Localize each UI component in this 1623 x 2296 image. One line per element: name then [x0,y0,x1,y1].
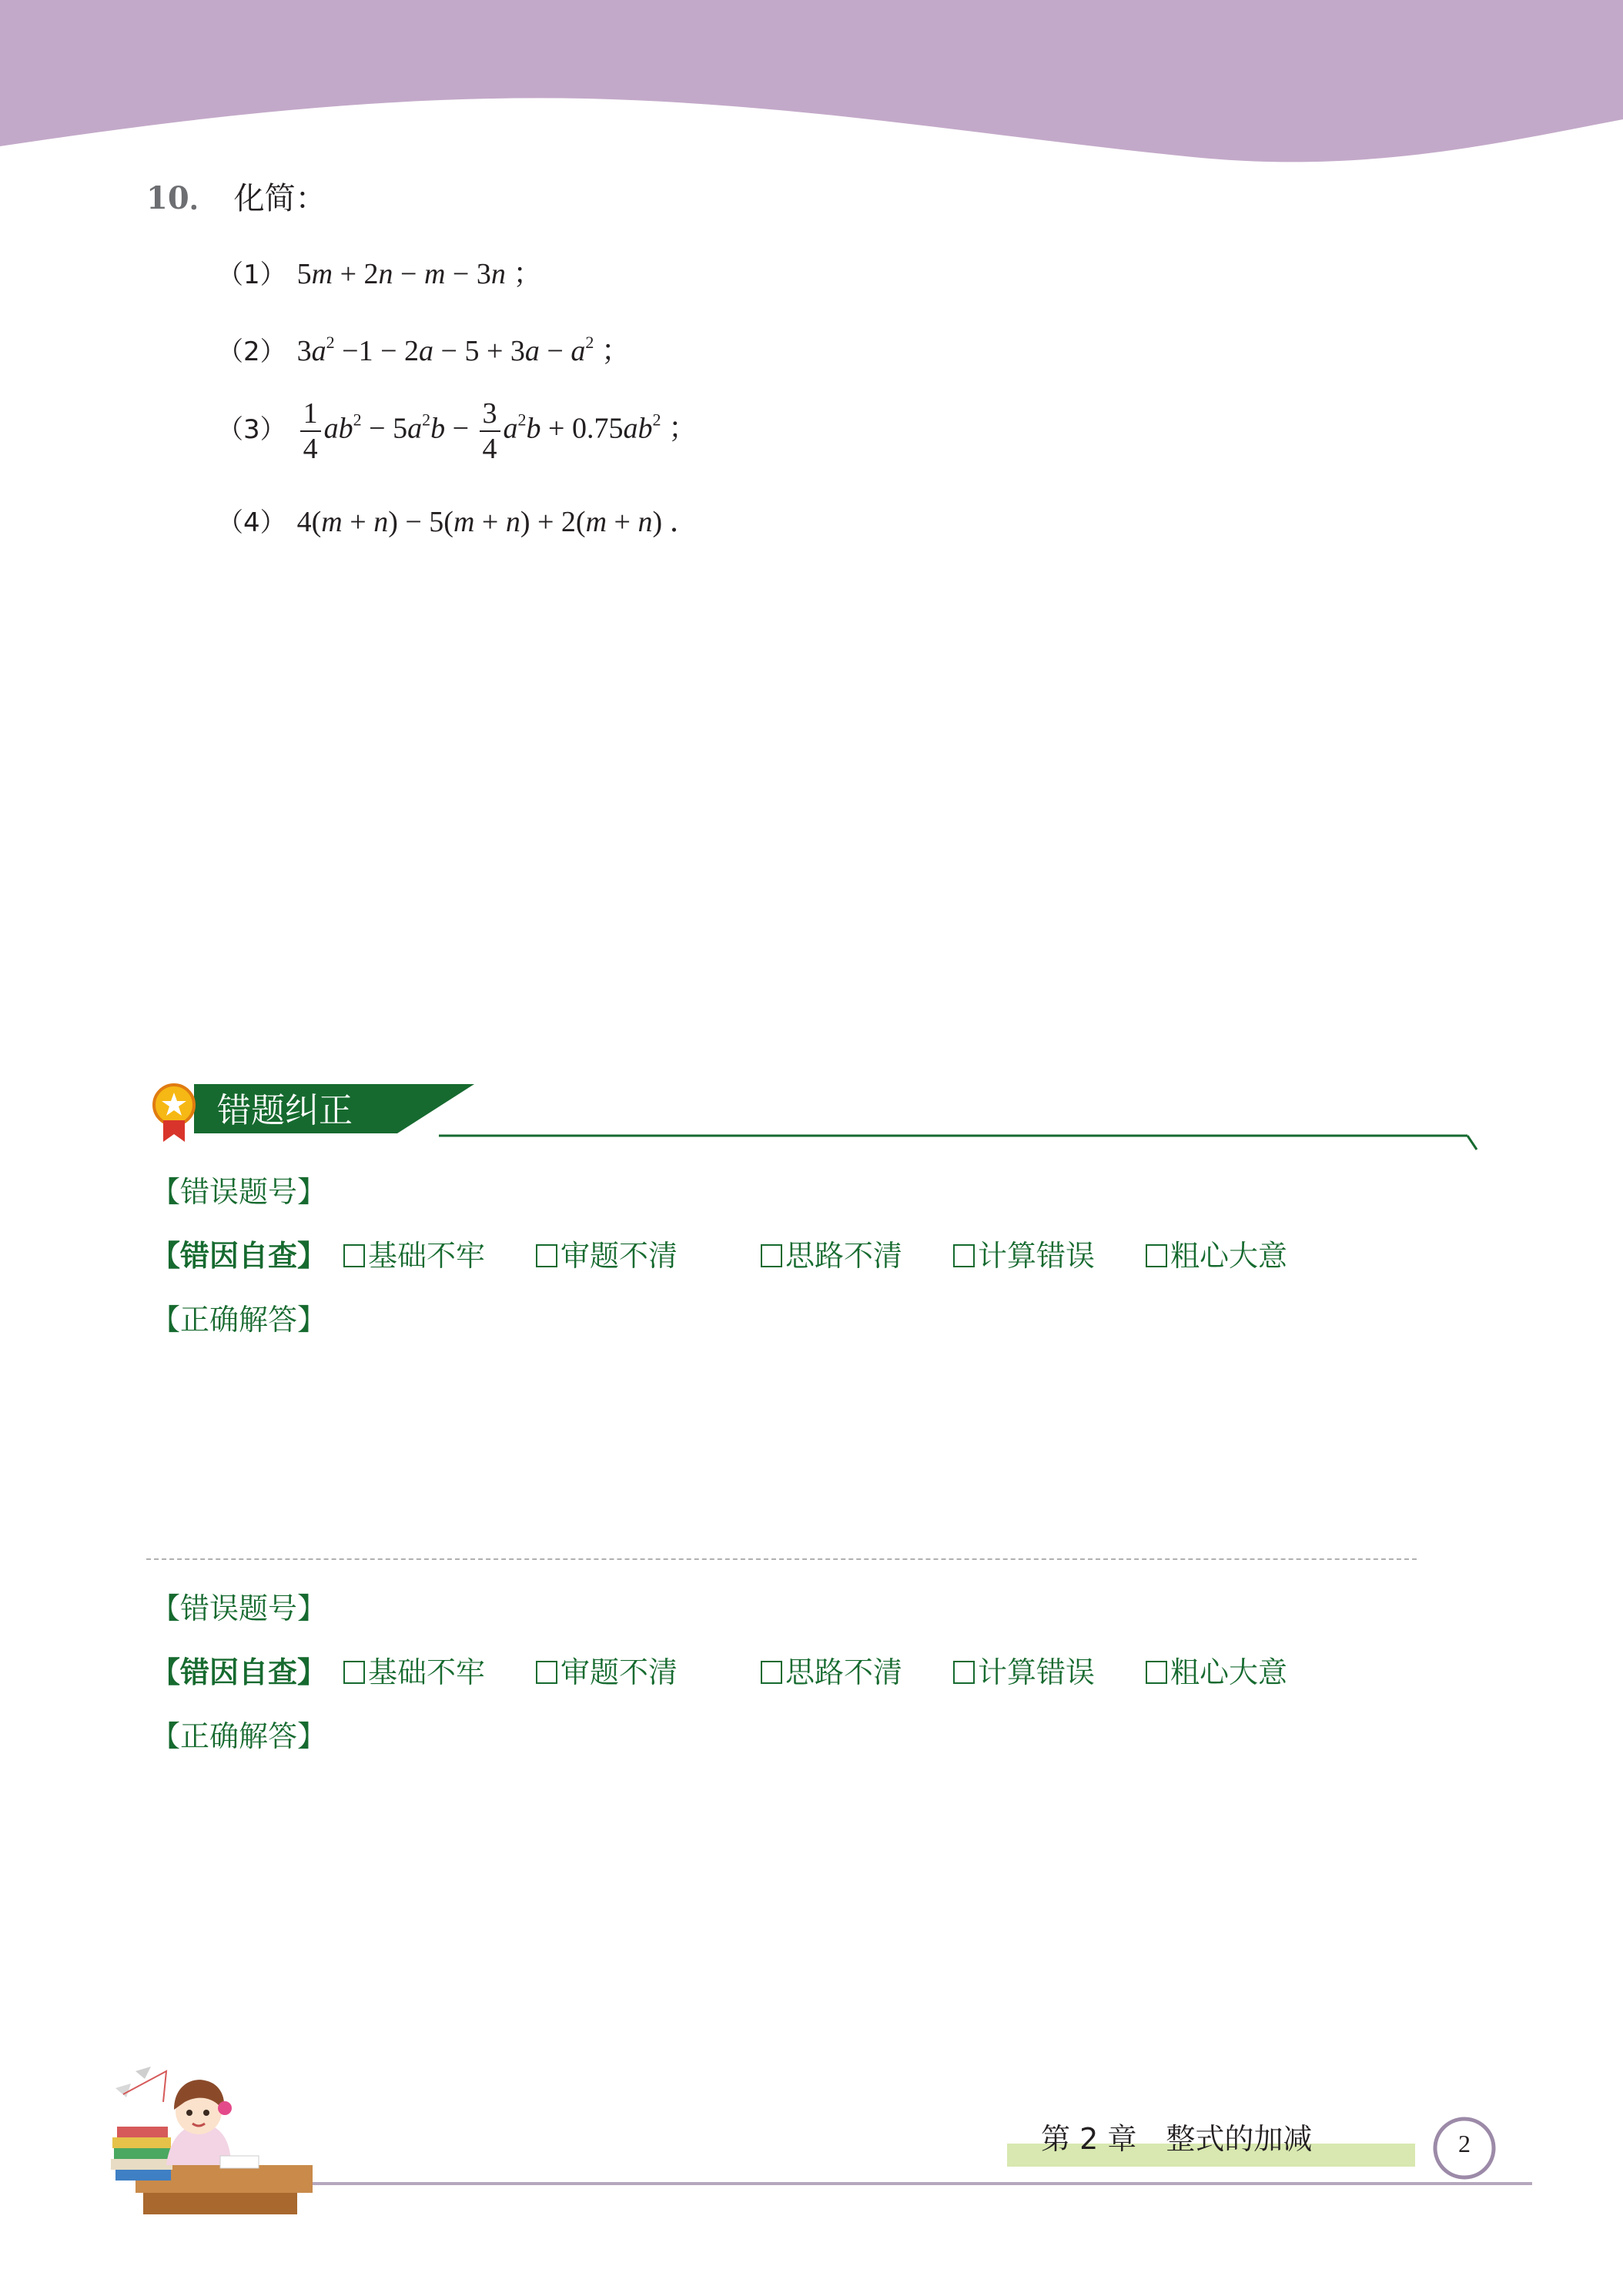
item-tail: ； [513,258,543,290]
header-wave-banner [0,0,1623,185]
question-label: 化简： [233,181,326,216]
error-number-label: 【错误题号】 [151,1175,327,1209]
chapter-title: 第 2 章 整式的加减 [1041,2122,1313,2156]
checkbox-icon[interactable] [343,1661,365,1684]
checkbox-icon[interactable] [536,1661,557,1684]
option-checkbox[interactable] [1146,1234,1287,1277]
error-cause-label: 【错因自查】 [151,1239,327,1273]
question-number: 10． [146,180,220,216]
item-tail: ； [668,412,698,445]
option-checkbox[interactable] [536,1651,678,1694]
checkbox-icon[interactable] [343,1244,365,1267]
checkbox-icon[interactable] [1146,1661,1167,1684]
option-label: 审题不清 [561,1239,678,1273]
footer-graphic [0,2040,1623,2296]
option-label: 思路不清 [785,1239,903,1273]
question-item-3: （3） $\frac{1}{4}$ $ab^2 - 5a^2b$ − $\frac{3}{4}$ $a^2b + 0.75ab^2$ ； [217,397,698,465]
option-label: 基础不牢 [368,1655,486,1689]
option-label: 计算错误 [978,1655,1096,1689]
option-label: 粗心大意 [1170,1239,1288,1273]
option-checkbox[interactable] [761,1651,902,1694]
checkbox-icon[interactable] [1146,1244,1167,1267]
option-checkbox[interactable] [343,1651,485,1694]
error-cause-row [151,1234,1460,1277]
option-label: 审题不清 [561,1655,678,1689]
option-checkbox[interactable] [343,1234,485,1277]
option-checkbox[interactable] [1146,1651,1287,1694]
option-checkbox[interactable] [953,1651,1095,1694]
dashed-divider [146,1558,1417,1560]
page-number: 2 [1458,2130,1471,2157]
item-number: （1） [217,259,286,290]
correct-answer-label: 【正确解答】 [151,1719,327,1753]
question-item-1: （1） 5m + 2n − m − 3n ； [217,258,543,290]
item-number: （4） [217,507,286,538]
item-tail: ． [669,506,699,538]
fraction-one-quarter: $\frac{1}{4}$ [300,397,321,466]
student-illustration [111,2067,313,2214]
checkbox-icon[interactable] [953,1661,975,1684]
item-number: （3） [217,413,286,445]
error-cause-row [151,1651,1460,1694]
checkbox-icon[interactable] [761,1661,782,1684]
error-cause-label: 【错因自查】 [151,1655,327,1689]
checkbox-icon[interactable] [953,1244,975,1267]
checkbox-icon[interactable] [536,1244,557,1267]
option-label: 思路不清 [785,1655,903,1689]
item-number: （2） [217,336,286,367]
option-checkbox[interactable] [761,1234,902,1277]
option-label: 基础不牢 [368,1239,486,1273]
option-checkbox[interactable] [536,1234,678,1277]
fraction-three-quarters: $\frac{3}{4}$ [480,397,500,466]
correct-answer-label: 【正确解答】 [151,1303,327,1337]
section-title: 错题纠正 [217,1091,353,1130]
option-checkbox[interactable] [953,1234,1095,1277]
option-label: 粗心大意 [1170,1655,1288,1689]
question-item-4: （4） 4(m + n) − 5(m + n) + 2(m + n) ． [217,506,699,538]
option-label: 计算错误 [978,1239,1096,1273]
question-item-2: （2） $3a^2 -1 - 2a - 5 + 3a - a^2$ ； [217,333,631,367]
error-number-label: 【错误题号】 [151,1591,327,1625]
question-heading [146,177,326,220]
item-tail: ； [601,335,631,367]
checkbox-icon[interactable] [761,1244,782,1267]
